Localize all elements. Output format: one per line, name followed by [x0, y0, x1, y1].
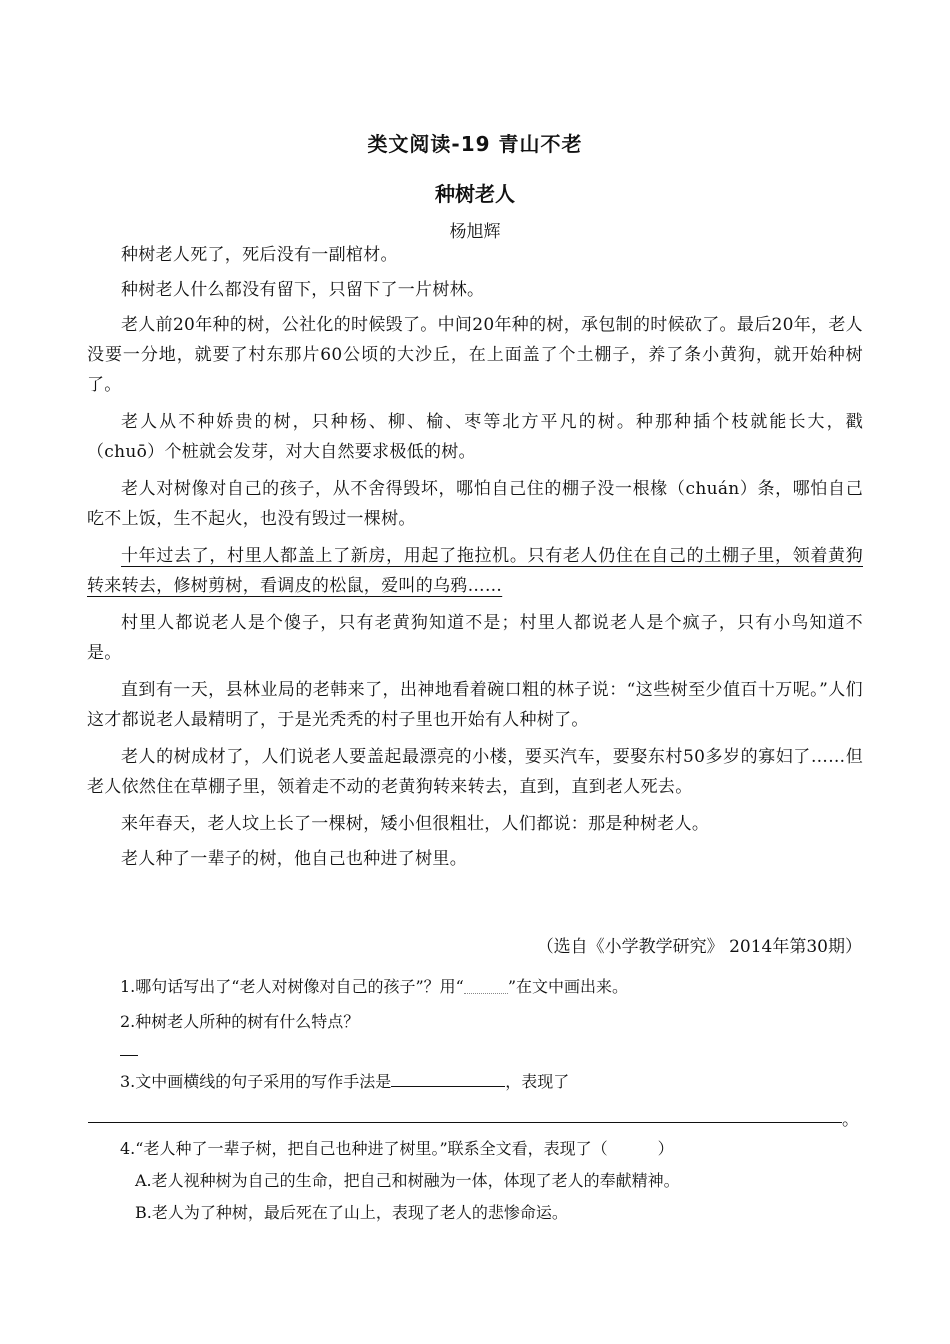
- article-paragraph: 老人种了一辈子的树，他自己也种进了树里。: [121, 849, 467, 869]
- article-author: 杨旭辉: [449, 222, 501, 242]
- question-1-text-end: ”在文中画出来。: [507, 977, 628, 996]
- page-title: 类文阅读-19 青山不老: [367, 132, 583, 156]
- article-paragraph: 老人前20年种的树，公社化的时候毁了。中间20年种的树，承包制的时候砍了。最后20年，老人没要一分地，就要了村东那片60公顷的大沙丘，在上面盖了个土棚子，养了条小黄狗，就开始种树了。: [87, 315, 863, 395]
- article-title: 种树老人: [435, 182, 515, 206]
- question-4: [120, 1136, 674, 1159]
- article-paragraph: 直到有一天，县林业局的老韩来了，出神地看着碗口粗的林子说：“这些树至少值百十万呢。”人们这才都说老人最精明了，于是光秃秃的村子里也开始有人种树了。: [87, 680, 863, 730]
- option-b[interactable]: B.老人为了种树，最后死在了山上，表现了老人的悲惨命运。: [135, 1203, 568, 1222]
- article-body: [87, 240, 863, 879]
- article-paragraph: 种树老人什么都没有留下，只留下了一片树林。: [121, 280, 485, 300]
- article-paragraph: 村里人都说老人是个傻子，只有老黄狗知道不是；村里人都说老人是个疯子，只有小鸟知道不是。: [87, 613, 863, 663]
- question-4-text-end: ）: [657, 1139, 674, 1158]
- wavy-line-mark: [464, 979, 508, 994]
- answer-blank[interactable]: [391, 1070, 505, 1087]
- article-source: （选自《小学教学研究》 2014年第30期）: [536, 937, 862, 957]
- article-paragraph: 种树老人死了，死后没有一副棺材。: [121, 245, 398, 265]
- question-3-text-end: ，表现了: [505, 1072, 570, 1091]
- article-paragraph: 来年春天，老人坟上长了一棵树，矮小但很粗壮，人们都说：那是种树老人。: [121, 814, 710, 834]
- option-a[interactable]: A.老人视种树为自己的生命，把自己和树融为一体，体现了老人的奉献精神。: [135, 1171, 680, 1190]
- question-4-text: 4.“老人种了一辈子树，把自己也种进了树里。”联系全文看，表现了（: [120, 1139, 608, 1158]
- answer-line-period: 。: [842, 1110, 859, 1130]
- question-1-text: 1.哪句话写出了“老人对树像对自己的孩子”？用“: [120, 977, 464, 996]
- question-3: [120, 1069, 569, 1092]
- article-paragraph: 老人对树像对自己的孩子，从不舍得毁坏，哪怕自己住的棚子没一根椽（chuán）条，哪怕自己吃不上饭，生不起火，也没有毁过一棵树。: [87, 479, 863, 529]
- question-2: 2.种树老人所种的树有什么特点？: [120, 1012, 360, 1031]
- answer-line-long[interactable]: [88, 1122, 842, 1123]
- underlined-sentence: 十年过去了，村里人都盖上了新房，用起了拖拉机。只有老人仍住在自己的土棚子里，领着黄狗转来转去，修树剪树，看调皮的松鼠，爱叫的乌鸦……: [87, 546, 863, 596]
- article-paragraph: 老人从不种娇贵的树，只种杨、柳、榆、枣等北方平凡的树。种那种插个枝就能长大，戳（chuō）个桩就会发芽，对大自然要求极低的树。: [87, 412, 863, 462]
- article-paragraph: 老人的树成材了，人们说老人要盖起最漂亮的小楼，要买汽车，要娶东村50多岁的寡妇了……但老人依然住在草棚子里，领着走不动的老黄狗转来转去，直到，直到老人死去。: [87, 747, 863, 797]
- article-paragraph-underlined: [87, 541, 863, 601]
- question-3-text: 3.文中画横线的句子采用的写作手法是: [120, 1072, 392, 1091]
- answer-line-short[interactable]: [120, 1055, 138, 1056]
- question-1: [120, 974, 628, 997]
